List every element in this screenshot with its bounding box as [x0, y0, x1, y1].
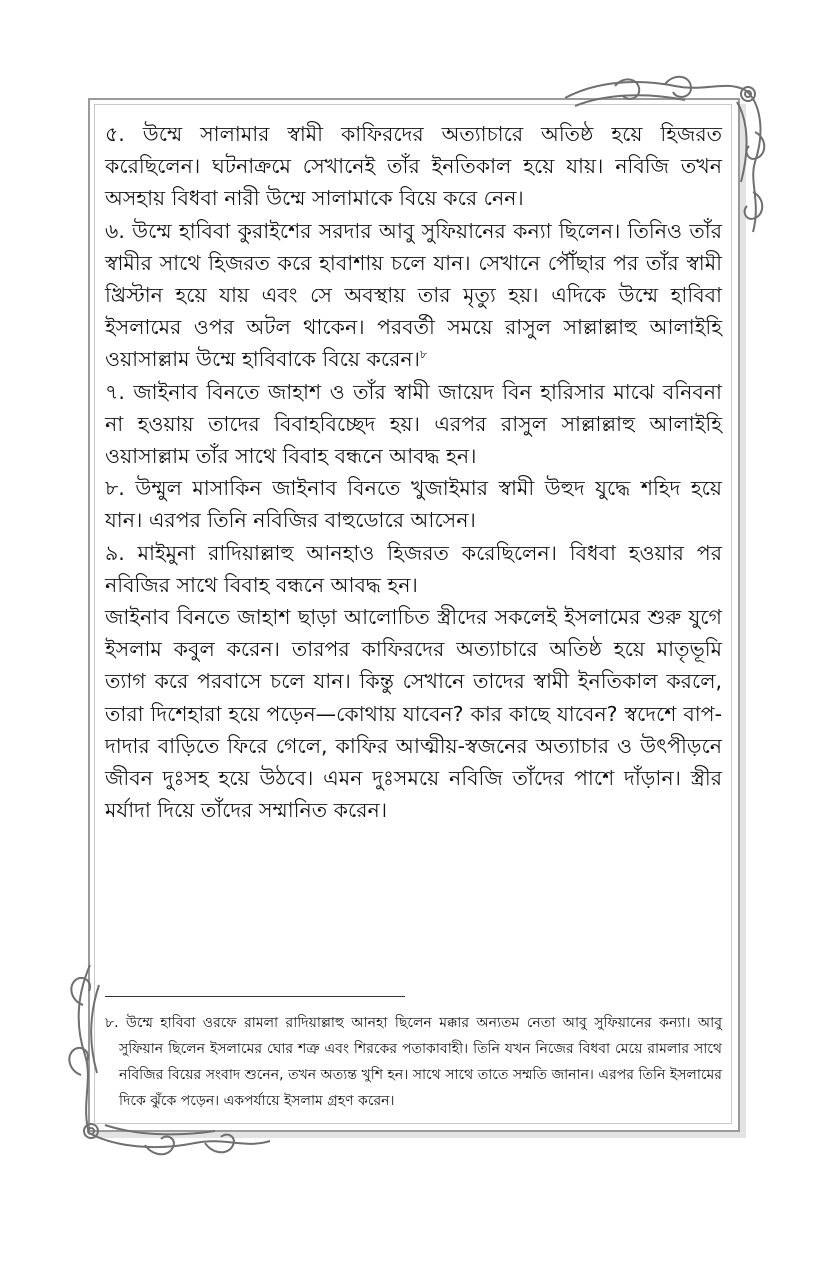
footnotes [105, 1010, 722, 1114]
paragraph-5: ৫. উম্মে সালামার স্বামী কাফিরদের অত্যাচারে অতিষ্ঠ হয়ে হিজরত করেছিলেন। ঘটনাক্রমে সেখানেই তাঁর ইনতিকাল হয়ে যায়। নবিজি তখন অসহায় বিধবা নারী উম্মে সালামাকে বিয়ে করে নেন। [105, 122, 722, 211]
footnote-8: ৮. উম্মে হাবিবা ওরফে রামলা রাদিয়াল্লাহু আনহা ছিলেন মক্কার অন্যতম নেতা আবু সুফিয়ানের কন্যা। আবু সুফিয়ান ছিলেন ইসলামের ঘোর শত্রু এবং শিরকের পতাকাবাহী। তিনি যখন নিজের বিধবা মেয়ে রামলার সাথে নবিজির বিয়ের সংবাদ শুনেন, তখন অত্যন্ত খুশি হন। সাথে সাথে তাতে সম্মতি জানান। এরপর তিনি ইসলামের দিকে ঝুঁকে পড়েন। একপর্যায়ে ইসলাম গ্রহণ করেন। [105, 1015, 722, 1109]
paragraph-9: ৯. মাইমুনা রাদিয়াল্লাহু আনহাও হিজরত করেছিলেন। বিধবা হওয়ার পর নবিজির সাথে বিবাহ বন্ধনে আবদ্ধ হন। [105, 540, 722, 597]
paragraph-summary: জাইনাব বিনতে জাহাশ ছাড়া আলোচিত স্ত্রীদের সকলেই ইসলামের শুরু যুগে ইসলাম কবুল করেন। তারপর কাফিরদের অত্যাচারে অতিষ্ঠ হয়ে মাতৃভূমি ত্যাগ করে পরবাসে চলে যান। কিন্তু সেখানে তাদের স্বামী ইনতিকাল করলে, তারা দিশেহারা হয়ে পড়েন—কোথায় যাবেন? কার কাছে যাবেন? স্বদেশে বাপ-দাদার বাড়িতে ফিরে গেলে, কাফির আত্মীয়-স্বজনের অত্যাচার ও উৎপীড়নে জীবন দুঃসহ হয়ে উঠবে। এমন দুঃসময়ে নবিজি তাঁদের পাশে দাঁড়ান। স্ত্রীর মর্যাদা দিয়ে তাঁদের সম্মানিত করেন। [105, 605, 722, 823]
paragraph-8: ৮. উম্মুল মাসাকিন জাইনাব বিনতে খুজাইমার স্বামী উহুদ যুদ্ধে শহিদ হয়ে যান। এরপর তিনি নবিজির বাহুডোরে আসেন। [105, 476, 722, 533]
main-content [105, 118, 722, 826]
footnote-reference[interactable]: ৮ [419, 348, 428, 362]
paragraph-6: ৬. উম্মে হাবিবা কুরাইশের সরদার আবু সুফিয়ানের কন্যা ছিলেন। তিনিও তাঁর স্বামীর সাথে হিজরত করে হাবাশায় চলে যান। সেখানে পৌঁছার পর তাঁর স্বামী খ্রিস্টান হয়ে যায় এবং সে অবস্থায় তার মৃত্যু হয়। এদিকে উম্মে হাবিবা ইসলামের ওপর অটল থাকেন। পরবর্তী সময়ে রাসুল সাল্লাল্লাহু আলাইহি ওয়াসাল্লাম উম্মে হাবিবাকে বিয়ে করেন।$^৮$ [105, 218, 722, 372]
footnote-separator [105, 996, 405, 997]
paragraph-7: ৭. জাইনাব বিনতে জাহাশ ও তাঁর স্বামী জায়েদ বিন হারিসার মাঝে বনিবনা না হওয়ায় তাদের বিবাহবিচ্ছেদ হয়। এরপর রাসুল সাল্লাল্লাহু আলাইহি ওয়াসাল্লাম তাঁর সাথে বিবাহ বন্ধনে আবদ্ধ হন। [105, 379, 722, 469]
